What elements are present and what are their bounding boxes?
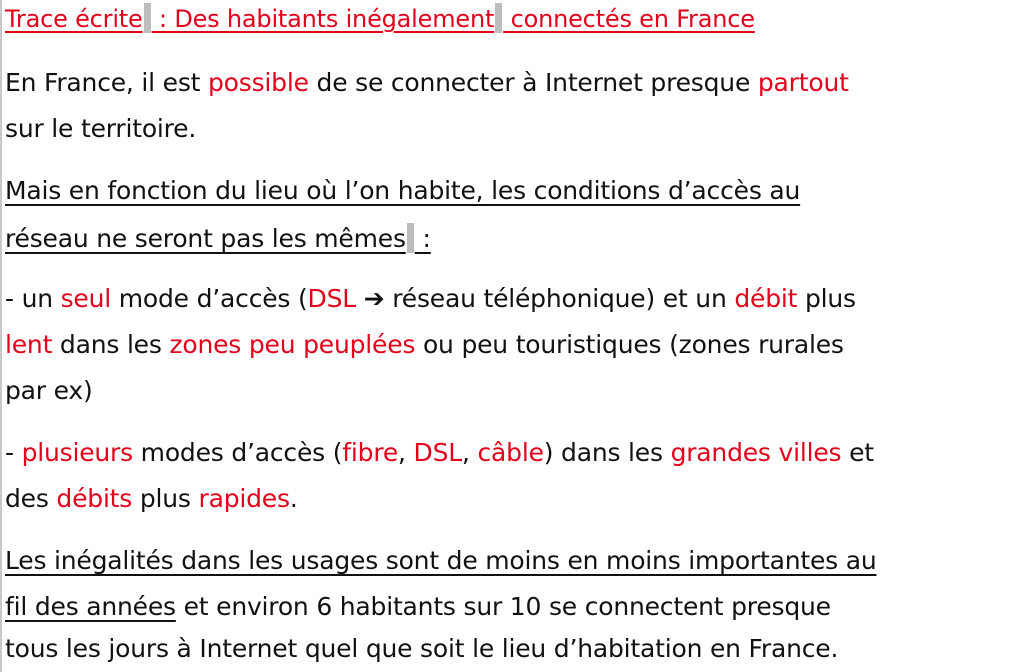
keyword: câble — [477, 438, 544, 467]
text-run: , — [398, 438, 414, 467]
right-arrow-icon: ➔ — [363, 284, 385, 313]
text-run: ) dans les — [543, 438, 671, 467]
selection-marker — [495, 3, 502, 33]
text-run: dans les — [52, 330, 170, 359]
title-part-1: Trace écrite — [5, 5, 143, 33]
text-run: En France, il est — [5, 68, 209, 97]
paragraph-5-line-1 — [5, 544, 877, 578]
paragraph-5-line-2 — [5, 590, 831, 624]
paragraph-1-line-1 — [5, 66, 849, 100]
text-run: - — [5, 438, 22, 467]
text-run: par ex) — [5, 376, 93, 405]
keyword: lent — [5, 330, 53, 359]
text-run: tous les jours à Internet quel que soit le lieu d’habitation en France. — [5, 634, 839, 663]
text-run: mode d’accès ( — [111, 284, 308, 313]
paragraph-3-line-1 — [5, 282, 856, 316]
keyword: débit — [734, 284, 798, 313]
keyword: zones peu peuplées — [169, 330, 416, 359]
text-run: plus — [797, 284, 856, 313]
page-title — [5, 2, 755, 36]
selection-marker — [407, 223, 414, 253]
text-run: réseau téléphonique) et un — [384, 284, 735, 313]
keyword: rapides — [198, 484, 290, 513]
keyword: débits — [56, 484, 133, 513]
text-run: des — [5, 484, 57, 513]
page-left-edge — [0, 0, 2, 672]
paragraph-3-line-2 — [5, 328, 844, 362]
text-run: ou peu touristiques (zones rurales — [415, 330, 844, 359]
text-run: : — [414, 224, 431, 253]
keyword: grandes villes — [670, 438, 842, 467]
text-run: - un — [5, 284, 61, 313]
text-run: plus — [132, 484, 199, 513]
text-run: modes d’accès ( — [132, 438, 343, 467]
keyword: fibre — [342, 438, 399, 467]
keyword: partout — [757, 68, 849, 97]
keyword: DSL — [307, 284, 356, 313]
paragraph-2-line-2 — [5, 222, 431, 256]
keyword: plusieurs — [21, 438, 133, 467]
paragraph-4-line-1 — [5, 436, 874, 470]
text-run: et environ 6 habitants sur 10 se connectent presque — [175, 592, 831, 621]
keyword: possible — [208, 68, 309, 97]
text-run: sur le territoire. — [5, 114, 197, 143]
text-run: réseau ne seront pas les mêmes — [5, 224, 406, 253]
keyword: DSL — [413, 438, 462, 467]
text-run: Mais en fonction du lieu où l’on habite, les conditions d’accès au — [5, 176, 801, 205]
title-part-2: : Des habitants inégalement — [151, 5, 495, 33]
text-run: et — [841, 438, 874, 467]
title-part-3: connectés en France — [503, 5, 755, 33]
paragraph-5-line-3 — [5, 632, 838, 666]
keyword: seul — [60, 284, 112, 313]
text-run: Les inégalités dans les usages sont de moins en moins importantes au — [5, 546, 877, 575]
paragraph-1-line-2 — [5, 112, 196, 146]
paragraph-3-line-3 — [5, 374, 93, 408]
paragraph-2-line-1 — [5, 174, 800, 208]
text-run: . — [289, 484, 298, 513]
paragraph-4-line-2 — [5, 482, 298, 516]
text-run: fil des années — [5, 592, 176, 621]
text-run: de se connecter à Internet presque — [308, 68, 758, 97]
text-run: , — [461, 438, 478, 467]
selection-marker — [144, 3, 151, 33]
